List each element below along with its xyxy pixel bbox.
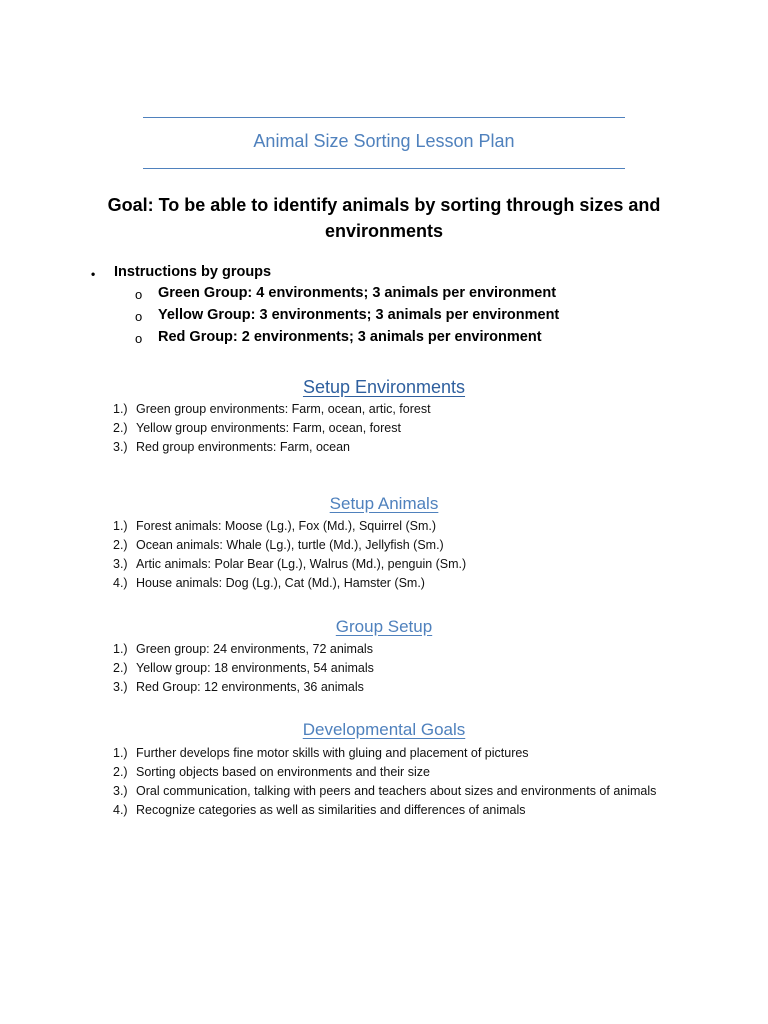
- list-number: 1.): [113, 746, 128, 760]
- list-item: [113, 400, 673, 419]
- list-number: 3.): [113, 440, 128, 454]
- list-item-text: Oral communication, talking with peers and teachers about sizes and environments of animals: [136, 784, 657, 798]
- list-item: [113, 419, 673, 438]
- list-item: [90, 285, 710, 307]
- instruction-red-group: Red Group: 2 environments; 3 animals per environment: [158, 329, 542, 345]
- sub-bullet-marker: o: [135, 309, 143, 324]
- list-item-text: Artic animals: Polar Bear (Lg.), Walrus (Md.), penguin (Sm.): [136, 557, 467, 571]
- developmental-goals-list: [113, 744, 673, 820]
- list-item: [113, 438, 673, 457]
- sub-bullet-marker: o: [135, 331, 143, 346]
- list-number: 1.): [113, 402, 128, 416]
- list-item: [113, 782, 673, 801]
- list-number: 2.): [113, 765, 128, 779]
- list-item-text: Ocean animals: Whale (Lg.), turtle (Md.), Jellyfish (Sm.): [136, 538, 444, 552]
- list-number: 3.): [113, 784, 128, 798]
- list-number: 1.): [113, 519, 128, 533]
- instruction-yellow-group: Yellow Group: 3 environments; 3 animals per environment: [158, 307, 560, 323]
- list-number: 2.): [113, 421, 128, 435]
- sub-bullet-marker: o: [135, 287, 143, 302]
- instructions-heading: Instructions by groups: [114, 264, 272, 280]
- instruction-green-group: Green Group: 4 environments; 3 animals per environment: [158, 285, 557, 301]
- list-item: [113, 659, 673, 678]
- section-heading-text: Setup Environments: [302, 377, 466, 397]
- list-number: 1.): [113, 642, 128, 656]
- list-item-text: Green group: 24 environments, 72 animals: [136, 642, 373, 656]
- instructions-sub-list: [90, 285, 710, 351]
- list-item-text: Green group environments: Farm, ocean, artic, forest: [136, 402, 431, 416]
- instructions-list: [90, 264, 710, 351]
- section-heading-text: Setup Animals: [329, 494, 439, 513]
- title-rule-bottom: [143, 168, 625, 169]
- list-item: [113, 517, 673, 536]
- instructions-bullet-item: [90, 264, 710, 284]
- section-heading-text: Group Setup: [335, 617, 433, 636]
- list-item: [90, 307, 710, 329]
- list-number: 3.): [113, 557, 128, 571]
- list-item-text: Yellow group environments: Farm, ocean, forest: [136, 421, 401, 435]
- section-heading-group-setup: [0, 617, 768, 637]
- list-item-text: Further develops fine motor skills with gluing and placement of pictures: [136, 746, 529, 760]
- title-rule-top: [143, 117, 625, 118]
- section-heading-setup-animals: [0, 494, 768, 514]
- list-item: [113, 640, 673, 659]
- list-item-text: Yellow group: 18 environments, 54 animals: [136, 661, 374, 675]
- list-item-text: Recognize categories as well as similarities and differences of animals: [136, 803, 526, 817]
- list-number: 4.): [113, 803, 128, 817]
- goal-statement: Goal: To be able to identify animals by sorting through sizes and environments: [107, 195, 661, 241]
- list-item: [113, 678, 673, 697]
- list-number: 2.): [113, 538, 128, 552]
- list-item-text: Red Group: 12 environments, 36 animals: [136, 680, 364, 694]
- bullet-marker: •: [91, 267, 96, 281]
- section-heading-setup-environments: [0, 377, 768, 398]
- list-item: [113, 536, 673, 555]
- list-item: [113, 763, 673, 782]
- list-item: [113, 801, 673, 820]
- section-heading-text: Developmental Goals: [302, 720, 466, 739]
- group-setup-list: [113, 640, 673, 697]
- setup-environments-list: [113, 400, 673, 457]
- list-item: [113, 555, 673, 574]
- list-number: 3.): [113, 680, 128, 694]
- list-item: [113, 574, 673, 593]
- list-item: [90, 329, 710, 351]
- list-item-text: House animals: Dog (Lg.), Cat (Md.), Hamster (Sm.): [136, 576, 425, 590]
- section-heading-developmental-goals: [0, 720, 768, 740]
- list-number: 2.): [113, 661, 128, 675]
- list-item-text: Forest animals: Moose (Lg.), Fox (Md.), Squirrel (Sm.): [136, 519, 437, 533]
- list-item: [113, 744, 673, 763]
- document-title: Animal Size Sorting Lesson Plan: [253, 131, 515, 151]
- list-item-text: Red group environments: Farm, ocean: [136, 440, 350, 454]
- setup-animals-list: [113, 517, 673, 593]
- list-number: 4.): [113, 576, 128, 590]
- list-item-text: Sorting objects based on environments and their size: [136, 765, 430, 779]
